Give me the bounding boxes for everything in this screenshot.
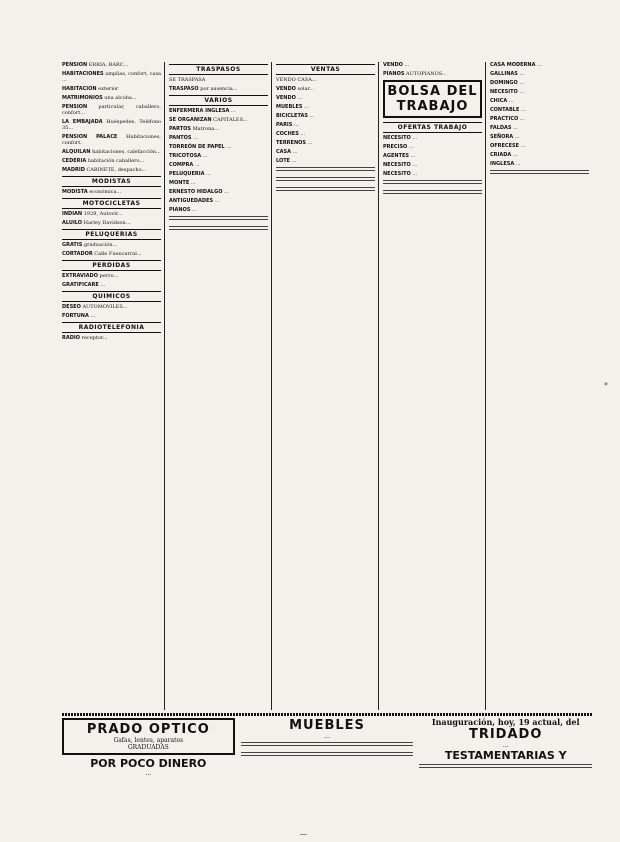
column-3: [276, 62, 379, 710]
section-heading: MODISTAS: [62, 176, 161, 187]
ad-title: MUEBLES: [289, 718, 365, 733]
classified-ad: HABITACION exterior: [62, 86, 119, 92]
classified-ad: INGLESA ...: [490, 161, 521, 167]
classified-ad: NECESITO ...: [383, 162, 418, 168]
classified-ad: PENSION ERRIA, BARC...: [62, 62, 129, 68]
classified-ad: VENDO ...: [276, 95, 303, 101]
classified-ad: SE TRASPASA: [169, 77, 206, 83]
text-lines: [169, 216, 268, 222]
classified-ad: MATRIMONIOS una alcoba...: [62, 95, 137, 101]
section-heading: OFERTAS TRABAJO: [383, 122, 482, 133]
text-lines: [276, 177, 375, 183]
classified-ad: LOTE ...: [276, 158, 297, 164]
ad-headline: Inauguración, hoy, 19 actual, del: [431, 718, 580, 727]
classified-ad: AGENTES ...: [383, 153, 416, 159]
classified-ad: PANTOS ...: [169, 135, 198, 141]
muebles-ad: [241, 718, 414, 814]
classified-ad: NECESITO ...: [383, 171, 418, 177]
section-heading: RADIOTELEFONIA: [62, 322, 161, 333]
classified-ad: CASA MODERNA ...: [490, 62, 542, 68]
classified-ad: PIANOS ...: [169, 207, 197, 213]
bolsa-del-trabajo-heading: BOLSA DEL TRABAJO: [383, 80, 482, 118]
column-1: [62, 62, 165, 710]
classified-ad: TERRENOS ...: [276, 140, 313, 146]
classified-ad: CORTADOR Calle Fuencarral...: [62, 251, 142, 257]
classified-ad: CONTABLE ...: [490, 107, 526, 113]
classified-ad: GRATIS graduación...: [62, 242, 118, 248]
classified-ad: CASA ...: [276, 149, 298, 155]
classified-ad: MONTE ...: [169, 180, 196, 186]
classified-ad: MUEBLES ...: [276, 104, 309, 110]
bottom-ads: [62, 718, 592, 814]
classified-ad: RADIO receptor...: [62, 335, 108, 341]
column-5: [490, 62, 592, 710]
classified-ad: COMPRA ...: [169, 162, 200, 168]
classified-ad: PENSION PALACE Habitaciones, confort.: [62, 134, 162, 146]
classified-ad: PELUQUERIA ...: [169, 171, 211, 177]
classified-ad: PARIS ...: [276, 122, 299, 128]
section-heading: MOTOCICLETAS: [62, 198, 161, 209]
ad-address: ...: [145, 770, 152, 777]
text-lines: [241, 752, 414, 758]
section-heading: QUIMICOS: [62, 291, 161, 302]
classified-ad: CHICA ...: [490, 98, 514, 104]
classified-ad: OFRECESE ...: [490, 143, 526, 149]
classified-ad: VENDO ...: [383, 62, 410, 68]
classified-ad: PRECISO ...: [383, 144, 414, 150]
classified-ad: LA EMBAJADA Huéspedes. Teléfono 35...: [62, 119, 161, 131]
prado-optico-ad: [62, 718, 235, 814]
classified-ad: NECESITO ...: [490, 89, 525, 95]
ad-box: [62, 718, 235, 755]
classified-ad: ENFERMERA INGLESA ...: [169, 108, 236, 114]
text-lines: [419, 764, 592, 770]
text-lines: [276, 167, 375, 173]
classified-ad: TORREÓN DE PAPEL ...: [169, 144, 231, 150]
classified-ad: PARTOS Matrona...: [169, 126, 220, 132]
classified-ad: ANTIGUEDADES ...: [169, 198, 220, 204]
classified-ad: NECESITO ...: [383, 135, 418, 141]
classified-ad: PRACTICO ...: [490, 116, 525, 122]
classified-ad: MADRID CABINETE, despacho...: [62, 167, 147, 173]
text-lines: [490, 170, 589, 176]
classified-ad: TRASPASO por ausencia...: [169, 86, 238, 92]
classified-ad: TRICOTOSA ...: [169, 153, 208, 159]
classified-columns: [62, 62, 592, 710]
classified-ad: FORTUNA ...: [62, 313, 96, 319]
ad-subtitle: Gafas, lentes, aparatos: [113, 737, 184, 744]
ad-subheadline: TESTAMENTARIAS Y: [444, 749, 567, 762]
text-lines: [169, 226, 268, 232]
text-lines: [383, 190, 482, 196]
classified-ad: CEDERIA habitación caballero...: [62, 158, 145, 164]
text-lines: [276, 187, 375, 193]
classified-ad: PENSION particular, caballero, confort...: [62, 104, 161, 116]
classified-ad: VENDO CASA...: [276, 77, 317, 83]
classified-ad: SEÑORA ...: [490, 134, 520, 140]
classified-ad: CRIADA ...: [490, 152, 518, 158]
classified-ad: DOMINGO ...: [490, 80, 525, 86]
ad-text: ...: [324, 733, 330, 740]
ad-slogan: POR POCO DINERO: [90, 757, 207, 770]
text-lines: [241, 742, 414, 748]
section-heading: TRASPASOS: [169, 64, 268, 75]
classified-ad: ALUILO Harley Davidson...: [62, 220, 131, 226]
section-heading: VARIOS: [169, 95, 268, 106]
divider-rule: [62, 713, 592, 716]
section-heading: VENTAS: [276, 64, 375, 75]
classified-ad: PIANOS AUTOPIANOS...: [383, 71, 447, 77]
column-2: [169, 62, 272, 710]
classified-ad: BICICLETAS ...: [276, 113, 315, 119]
classified-ad: FALDAS ...: [490, 125, 518, 131]
ad-text: ...: [502, 742, 509, 749]
classified-ad: ERNESTO HIDALGO ...: [169, 189, 229, 195]
section-heading: PERDIDAS: [62, 260, 161, 271]
edge-mark: »: [603, 380, 608, 388]
classified-ad: INDIAN 1929, Autovir...: [62, 211, 123, 217]
edge-mark: —: [300, 830, 307, 838]
classified-ad: ALQUILAN habitaciones, calefacción...: [62, 149, 161, 155]
ad-title: PRADO OPTICO: [86, 722, 210, 737]
classified-ad: SE ORGANIZAN CAPITALES...: [169, 117, 248, 123]
classified-ad: DESEO AUTOMOVILES...: [62, 304, 128, 310]
classified-ad: EXTRAVIADO perro...: [62, 273, 119, 279]
text-lines: [383, 180, 482, 186]
classified-ad: GRATIFICARE ...: [62, 282, 106, 288]
inauguration-ad: [419, 718, 592, 814]
section-heading: PELUQUERIAS: [62, 229, 161, 240]
classified-ad: HABITACIONES amplias, confort, casa ...: [62, 71, 161, 83]
column-4: [383, 62, 486, 710]
ad-name: TRIDADO: [468, 727, 543, 742]
classified-ad: MODISTA económica...: [62, 189, 122, 195]
classified-ad: GALLINAS ...: [490, 71, 525, 77]
classified-ad: COCHES ...: [276, 131, 306, 137]
classified-ad: VENDO solar...: [276, 86, 315, 92]
ad-line: GRADUADAS: [127, 744, 169, 751]
